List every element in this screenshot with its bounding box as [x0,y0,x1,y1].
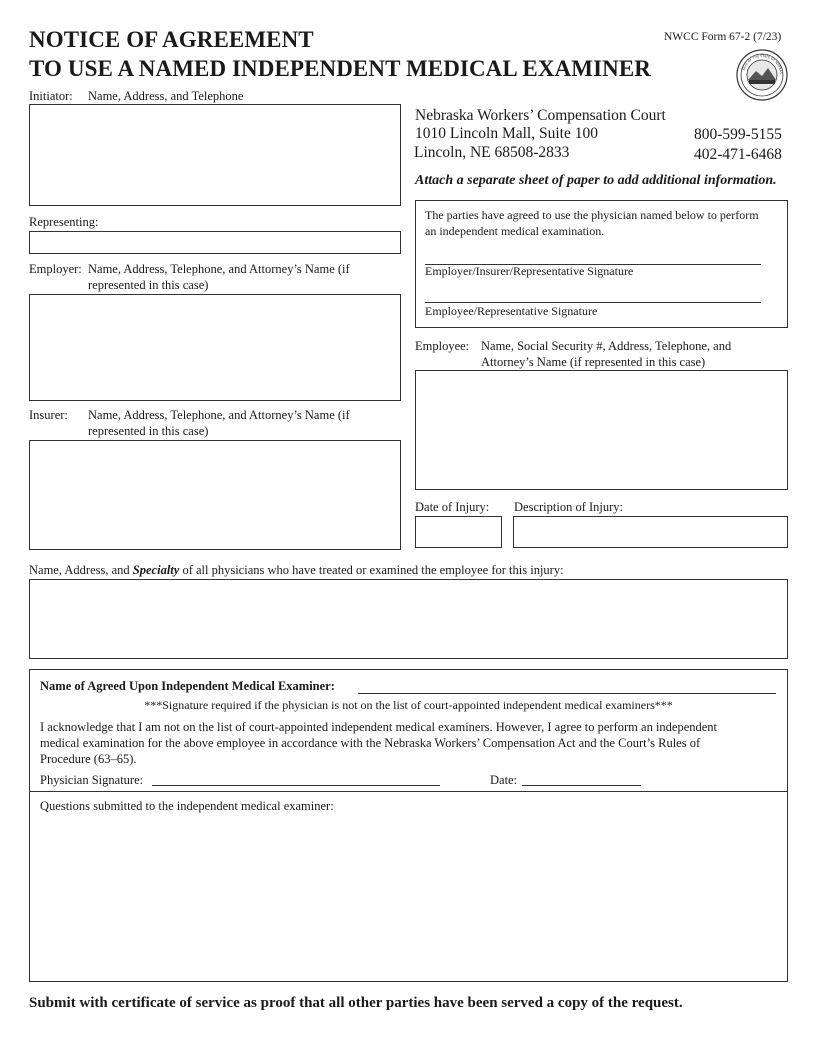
insurer-field[interactable] [29,440,401,550]
ime-date-label: Date: [490,773,518,787]
ime-name-input[interactable] [358,693,776,694]
attach-note: Attach a separate sheet of paper to add additional information. [415,173,777,188]
employer-field[interactable] [29,294,401,401]
insurer-sublabel-line2: represented in this case) [88,424,209,438]
ime-acknowledgement-line2: medical examination for the above employee in accordance with the Nebraska Workers’ Compensation Act and the Court’s Rules of [40,736,701,750]
seal-text: SEAL OF THE STATE OF NEBRAS [741,53,783,75]
insurer-sublabel-line1: Name, Address, Telephone, and Attorney’s Name (if [88,408,350,422]
questions-label: Questions submitted to the independent medical examiner: [40,799,334,813]
employer-signature-label: Employer/Insurer/Representative Signature [425,264,634,278]
court-address-line1: 1010 Lincoln Mall, Suite 100 [415,125,598,142]
nebraska-seal-icon [736,49,788,101]
ime-section-divider [30,791,787,792]
date-of-injury-field[interactable] [415,516,502,548]
description-of-injury-label: Description of Injury: [514,500,624,514]
physicians-field[interactable] [29,579,788,659]
footer-note: Submit with certificate of service as proof that all other parties have been served a copy of the request. [29,995,683,1011]
page-subtitle: TO USE A NAMED INDEPENDENT MEDICAL EXAMINER [29,56,651,81]
court-phone-2: 402-471-6468 [694,146,782,163]
employee-sublabel-line2: Attorney’s Name (if represented in this case) [481,355,706,369]
physician-signature-line[interactable] [152,785,440,786]
employee-field[interactable] [415,370,788,490]
employee-label: Employee: [415,339,470,353]
employer-label: Employer: [29,262,82,276]
ime-date-line[interactable] [522,785,641,786]
questions-field[interactable] [31,814,786,980]
employer-sublabel-line2: represented in this case) [88,278,209,292]
court-phone-1: 800-599-5155 [694,126,782,143]
agreement-text-line2: an independent medical examination. [425,224,605,238]
agreement-box [415,200,788,328]
representing-label: Representing: [29,215,99,229]
employee-signature-label: Employee/Representative Signature [425,304,598,318]
ime-name-label: Name of Agreed Upon Independent Medical Examiner: [40,679,335,693]
representing-field[interactable] [29,231,401,254]
agreement-text-line1: The parties have agreed to use the physician named below to perform [425,208,759,222]
physicians-label-emphasis: Specialty [132,563,180,577]
court-name: Nebraska Workers’ Compensation Court [415,107,666,124]
initiator-sublabel: Name, Address, and Telephone [88,89,244,103]
ime-acknowledgement-line3: Procedure (63–65). [40,752,137,766]
initiator-field[interactable] [29,104,401,206]
physician-signature-label: Physician Signature: [40,773,144,787]
physicians-label-prefix: Name, Address, and [29,563,133,577]
physicians-label [29,562,564,578]
signature-required-note: ***Signature required if the physician is not on the list of court-appointed independent medical examiners*** [144,698,673,712]
ime-section [29,669,788,982]
employer-sublabel-line1: Name, Address, Telephone, and Attorney’s Name (if [88,262,350,276]
insurer-label: Insurer: [29,408,68,422]
ime-acknowledgement-line1: I acknowledge that I am not on the list of court-appointed independent medical examiners. However, I agree to perform an independent [40,720,718,734]
court-address-line2: Lincoln, NE 68508-2833 [414,144,570,161]
form-number: NWCC Form 67-2 (7/23) [664,31,782,43]
description-of-injury-field[interactable] [513,516,788,548]
date-of-injury-label: Date of Injury: [415,500,490,514]
employee-sublabel-line1: Name, Social Security #, Address, Telephone, and [481,339,732,353]
page-title: NOTICE OF AGREEMENT [29,27,314,52]
initiator-label: Initiator: [29,89,73,103]
physicians-label-suffix: of all physicians who have treated or examined the employee for this injury: [179,563,564,577]
